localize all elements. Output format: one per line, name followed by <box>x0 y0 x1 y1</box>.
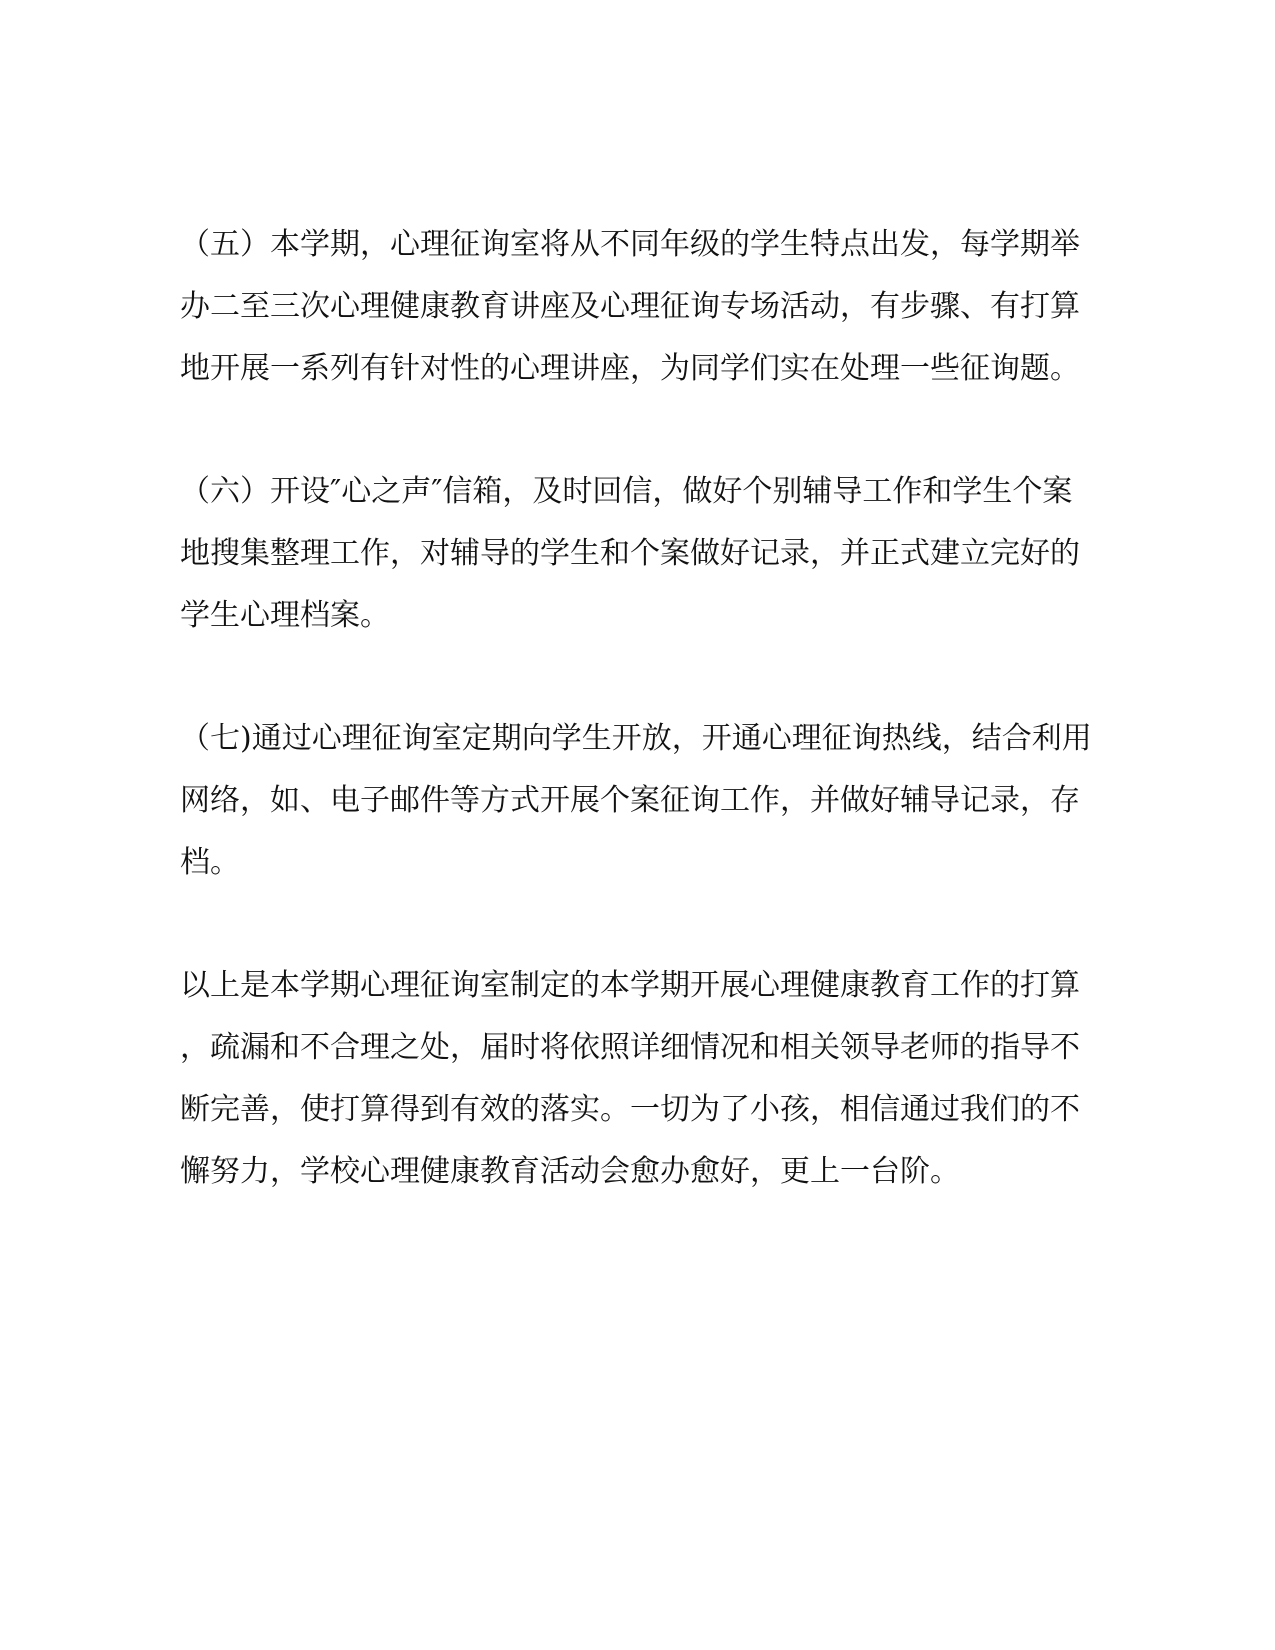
text-line: 以上是本学期心理征询室制定的本学期开展心理健康教育工作的打算 <box>180 968 1080 1003</box>
paragraph-item-5 <box>180 214 1080 400</box>
text-line: 学生心理档案。 <box>180 598 390 633</box>
text-line: 懈努力，学校心理健康教育活动会愈办愈好，更上一台阶。 <box>180 1154 960 1189</box>
text-line: 地开展一系列有针对性的心理讲座，为同学们实在处理一些征询题。 <box>180 351 1080 386</box>
text-line: 网络，如、电子邮件等方式开展个案征询工作，并做好辅导记录，存 <box>180 783 1080 818</box>
text-line: ，疏漏和不合理之处，届时将依照详细情况和相关领导老师的指导不 <box>180 1030 1080 1065</box>
paragraph-item-7 <box>180 708 1092 894</box>
text-line: 档。 <box>180 845 240 880</box>
conclusion-paragraph <box>180 955 1080 1203</box>
text-line: （五）本学期，心理征询室将从不同年级的学生特点出发，每学期举 <box>180 227 1080 262</box>
paragraph-item-6 <box>180 461 1080 647</box>
text-line: （七)通过心理征询室定期向学生开放，开通心理征询热线，结合利用 <box>180 721 1092 756</box>
text-line: （六）开设″心之声″信箱，及时回信，做好个别辅导工作和学生个案 <box>180 474 1073 509</box>
text-line: 地搜集整理工作，对辅导的学生和个案做好记录，并正式建立完好的 <box>180 536 1080 571</box>
text-line: 断完善，使打算得到有效的落实。一切为了小孩，相信通过我们的不 <box>180 1092 1080 1127</box>
text-line: 办二至三次心理健康教育讲座及心理征询专场活动，有步骤、有打算 <box>180 289 1080 324</box>
